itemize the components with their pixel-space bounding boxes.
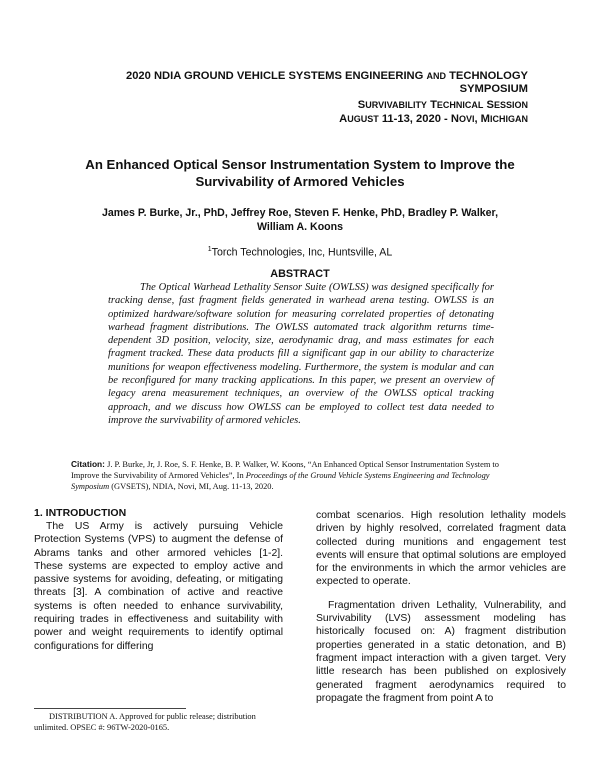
session-name: SURVIVABILITY TECHNICAL SESSION [357, 99, 528, 111]
abstract-text: The Optical Warhead Lethality Sensor Suite (OWLSS) was designed specifically for tracking dense, fast fragment fields generated in warhead arena testing. OWLSS is an optimized hardware/software solution for measuring correlated properties of detonating warhead fragment distributions. The OWLSS automated track algorithm returns time-dependent 3D position, velocity, size, aerodynamic drag, and mass estimates for each fragment tracked. These data products fill a significant gap in our ability to characterize munitions for weapon effectiveness modeling. Furthermore, the system is modular and can be reconfigured for many tracking applications. In this paper, we present an overview of legacy arena measurement techniques, an overview of the OWLSS optical tracking approach, and we discuss how OWLSS can be employed to collect test data needed to improve the survivability of armored vehicles. [108, 282, 494, 426]
section-heading-introduction: 1. INTRODUCTION [34, 507, 127, 519]
paper-title: An Enhanced Optical Sensor Instrumentation System to Improve the Survivability of Armored Vehicles [85, 157, 515, 189]
intro-paragraph-1: The US Army is actively pursuing Vehicle Protection Systems (VPS) to augment the defense of Abrams tanks and other armored vehicles [1-2]. These systems are expected to employ active and passive systems for avoiding, defeating, or mitigating threats [3]. A combination of active and reactive systems is often needed to enhance survivability, requiring trades in effectiveness and suitability with power and weight requirements to identify optimal configurations for differing [34, 521, 283, 652]
intro-paragraph-2: combat scenarios. High resolution lethality models driven by highly resolved, correlated fragment data collected during munitions and engagement test events will ensure that optimal solutions are employed for the environments in which the armor vehicles are expected to operate. [316, 510, 566, 588]
conference-title-line2: SYMPOSIUM [459, 83, 528, 95]
right-column [316, 509, 566, 705]
conference-date-location: AUGUST 11-13, 2020 - NOVI, MICHIGAN [339, 113, 528, 125]
footnote-divider [34, 708, 186, 709]
distribution-footnote: DISTRIBUTION A. Approved for public release; distribution unlimited. OPSEC #: 96TW-2020-0165. [34, 712, 256, 732]
citation: Citation: J. P. Burke, Jr, J. Roe, S. F. Henke, B. P. Walker, W. Koons, “An Enhanced Optical Sensor Instrumentation System to Improve the Survivability of Armored Vehicles”, In Proceedings of the Ground Vehicle Systems Engineering and Technology Symposium (GVSETS), NDIA, Novi, MI, Aug. 11-13, 2020. [71, 459, 499, 491]
conference-title-line1: 2020 NDIA GROUND VEHICLE SYSTEMS ENGINEERING AND TECHNOLOGY [125, 70, 528, 82]
intro-paragraph-3: Fragmentation driven Lethality, Vulnerability, and Survivability (LVS) assessment modeling has historically focused on: A) fragment distribution properties generated in a static detonation, and B) fragment impact interaction with a given target. Very little research has been published on explosively generated fragment aerodynamics required to propagate the fragment from point A to [316, 599, 566, 704]
affiliation: $^1$Torch Technologies, Inc, Huntsville, AL [207, 246, 393, 259]
abstract-heading: ABSTRACT [270, 268, 330, 280]
author-list: James P. Burke, Jr., PhD, Jeffrey Roe, Steven F. Henke, PhD, Bradley P. Walker, William A. Koons [101, 207, 499, 233]
